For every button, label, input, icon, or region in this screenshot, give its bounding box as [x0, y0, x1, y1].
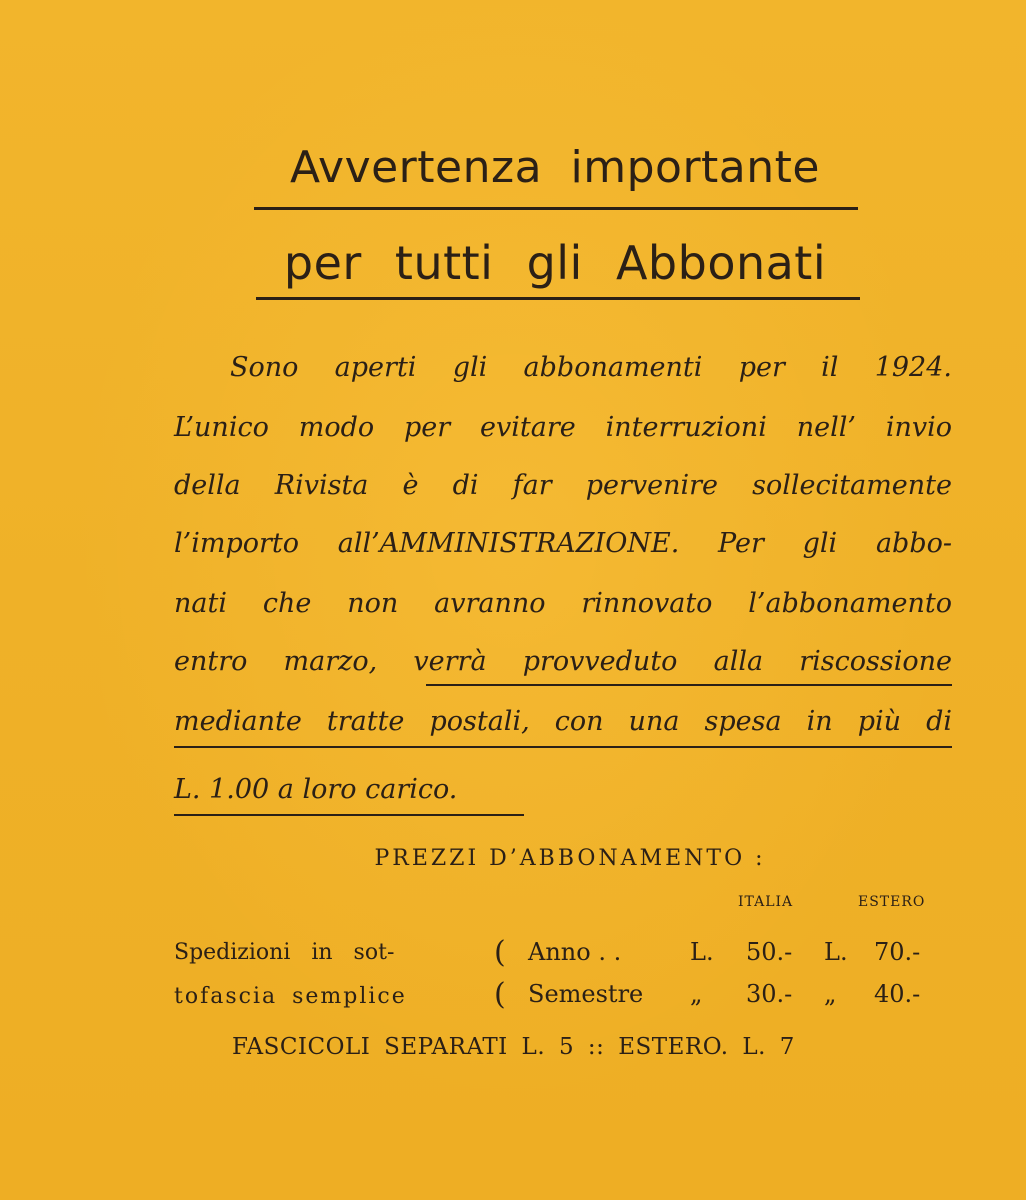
notice-line: L. 1.00 a loro carico. — [174, 774, 458, 805]
italia-price: 30.- — [746, 980, 793, 1008]
heading-line-2: per tutti gli Abbonati — [283, 236, 827, 290]
shipping-label-line: tofascia semplice — [174, 984, 407, 1009]
italia-currency: „ — [690, 980, 703, 1008]
column-header-italia: ITALIA — [738, 894, 794, 910]
brace-icon — [494, 935, 506, 1022]
price-row-label: Anno . . — [528, 938, 622, 966]
heading-rule-2 — [256, 297, 860, 300]
underline-rule — [426, 684, 952, 686]
shipping-label-line: Spedizioni in sot- — [174, 940, 395, 965]
underline-rule — [174, 814, 524, 816]
heading-line-1: Avvertenza importante — [290, 142, 820, 193]
estero-price: 40.- — [874, 980, 921, 1008]
brace-bottom: ( — [494, 977, 506, 1012]
notice-line: mediante tratte postali, con una spesa in più di — [174, 706, 952, 737]
prices-heading: PREZZI D’ABBONAMENTO : — [374, 846, 766, 871]
underline-rule — [174, 746, 952, 748]
italia-price: 50.- — [746, 938, 793, 966]
heading-rule-1 — [254, 207, 858, 210]
single-issue-prices: FASCICOLI SEPARATI L. 5 :: ESTERO. L. 7 — [232, 1034, 795, 1060]
italia-currency: L. — [690, 938, 714, 966]
brace-top: ( — [494, 935, 506, 970]
notice-line: L’unico modo per evitare interruzioni nell’ invio — [174, 412, 952, 443]
notice-line: nati che non avranno rinnovato l’abbonamento — [174, 588, 952, 619]
notice-line: della Rivista è di far pervenire sollecitamente — [174, 470, 952, 501]
price-row-label: Semestre — [528, 980, 644, 1008]
estero-currency: „ — [824, 980, 837, 1008]
notice-line: l’importo all’AMMINISTRAZIONE. Per gli abbo- — [174, 528, 952, 559]
notice-line: Sono aperti gli abbonamenti per il 1924. — [230, 352, 952, 383]
estero-currency: L. — [824, 938, 848, 966]
column-header-estero: ESTERO — [858, 894, 926, 910]
notice-line: entro marzo, verrà provveduto alla riscossione — [174, 646, 952, 677]
estero-price: 70.- — [874, 938, 921, 966]
